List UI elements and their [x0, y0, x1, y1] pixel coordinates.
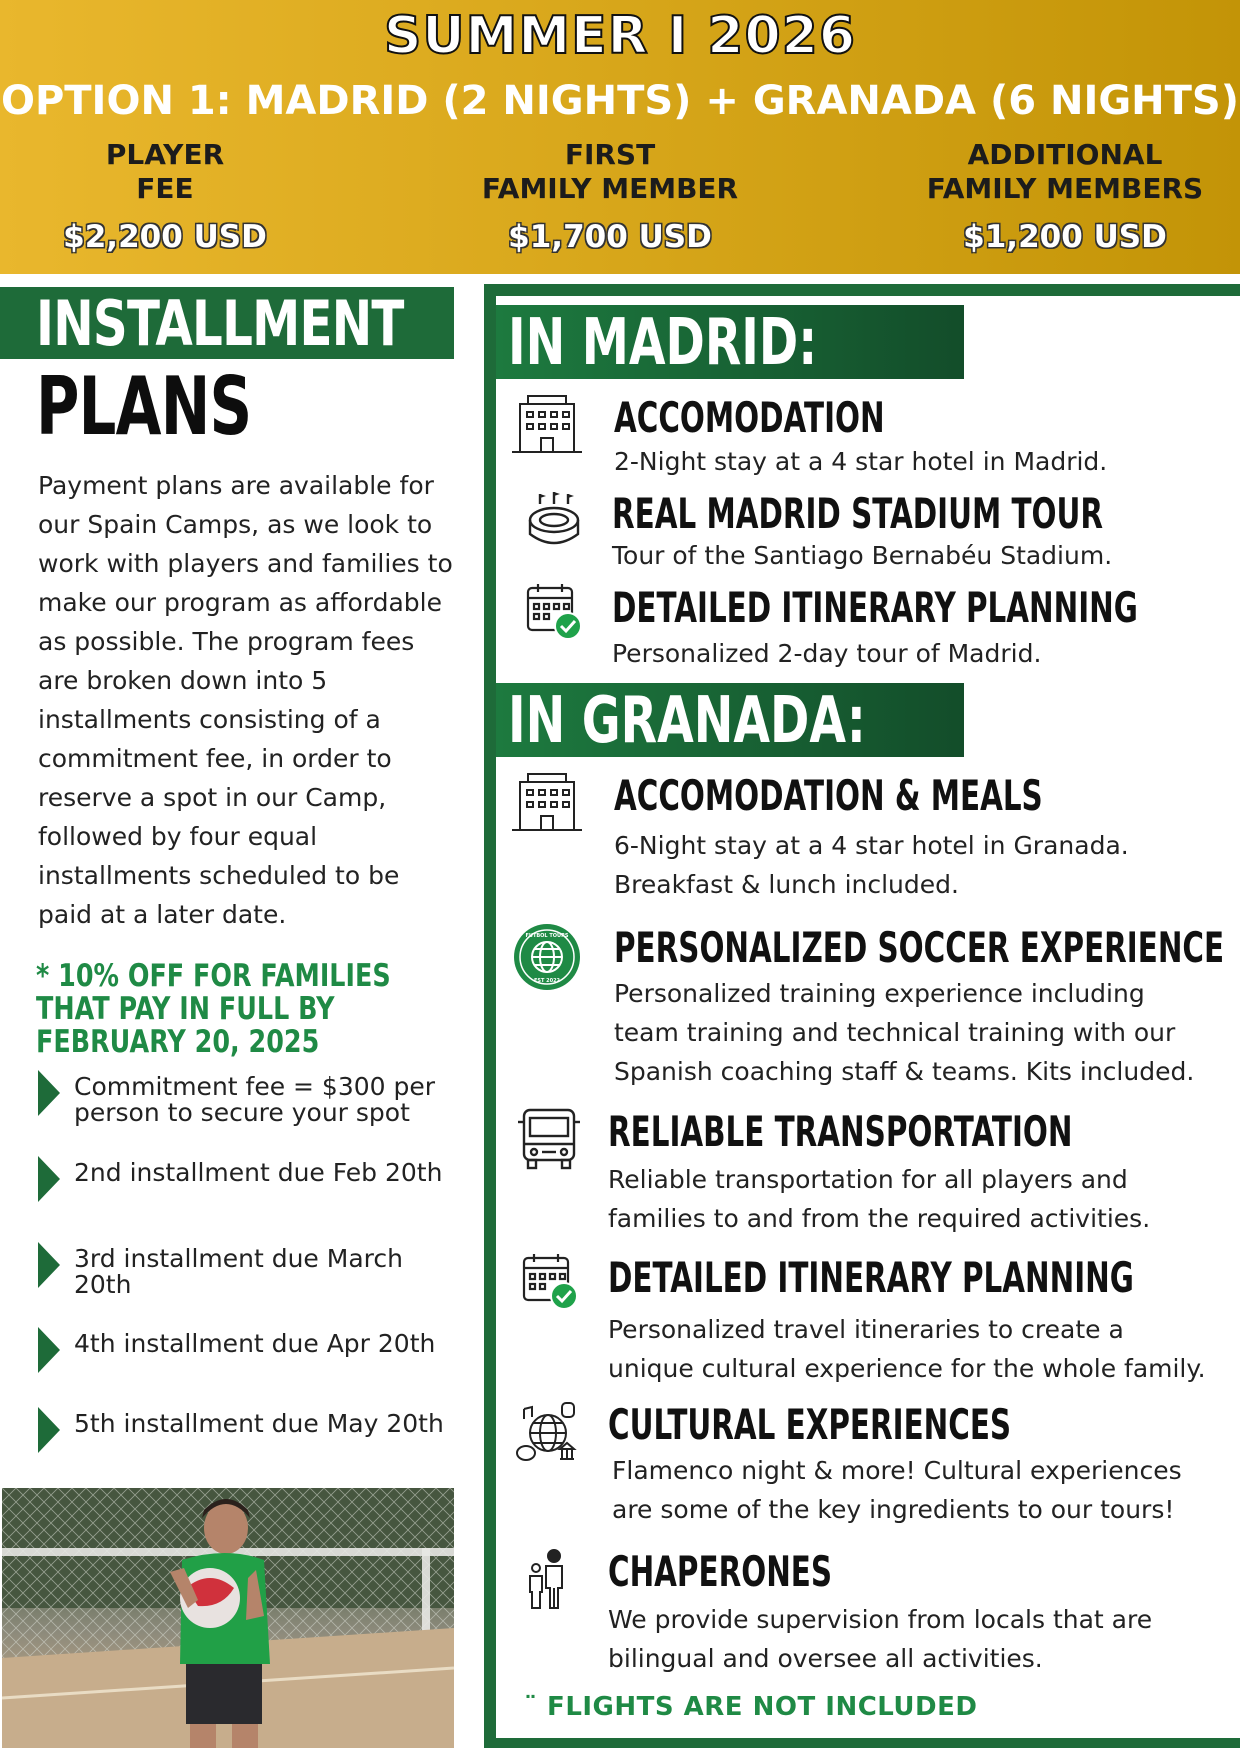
frame-left-border [484, 284, 496, 1748]
feature-granada-accommodation [510, 772, 1230, 902]
triangle-bullet-icon [38, 1242, 60, 1288]
feature-description: Personalized 2-day tour of Madrid. [612, 639, 1042, 668]
installment-text: 4th installment due Apr 20th [74, 1329, 436, 1358]
installment-text: 3rd installment due March 20th [74, 1244, 403, 1299]
feature-title: ACCOMODATION & MEALS [614, 771, 1043, 820]
feature-cultural-experiences [510, 1401, 1230, 1531]
fee-label: FIRST FAMILY MEMBER [481, 138, 739, 205]
feature-description: 6-Night stay at a 4 star hotel in Granada. Breakfast & lunch included. [614, 831, 1129, 899]
feature-description: Flamenco night & more! Cultural experiences are some of the key ingredients to our tours! [612, 1456, 1182, 1524]
soccer-player-image [2, 1488, 454, 1748]
triangle-bullet-icon [38, 1070, 60, 1116]
feature-title: REAL MADRID STADIUM TOUR [612, 489, 1104, 538]
list-item [36, 1240, 456, 1299]
madrid-heading: IN MADRID: [508, 306, 818, 380]
triangle-bullet-icon [38, 1327, 60, 1373]
installment-text: 2nd installment due Feb 20th [74, 1158, 443, 1187]
installment-text: 5th installment due May 20th [74, 1409, 444, 1438]
granada-heading: IN GRANADA: [508, 684, 866, 758]
feature-chaperones [510, 1548, 1230, 1678]
plans-heading: PLANS [36, 360, 252, 453]
chaperone-icon [510, 1548, 584, 1612]
installment-text: Commitment fee = $300 per person to secure your spot [74, 1072, 436, 1127]
stadium-icon [510, 490, 584, 554]
installment-intro: Payment plans are available for our Spain Camps, as we look to work with players and families to make our program as affordable as possible. The program fees are broken down into 5 installments consisting of a commitment fee, in order to reserve a spot in our Camp, followed by four equal installments scheduled to be paid at a later date. [38, 471, 453, 929]
feature-title: DETAILED ITINERARY PLANNING [608, 1253, 1134, 1302]
fee-price: $2,200 USD [63, 219, 267, 255]
feature-madrid-itinerary [510, 584, 1230, 674]
feature-title: RELIABLE TRANSPORTATION [608, 1107, 1073, 1156]
calendar-check-icon [510, 1254, 584, 1318]
feature-madrid-accommodation [510, 394, 1230, 484]
granada-banner [496, 683, 964, 757]
frame-bottom-border [484, 1738, 1240, 1748]
list-item [36, 1325, 456, 1375]
feature-transportation [510, 1108, 1230, 1238]
madrid-banner [496, 305, 964, 379]
fee-player [30, 138, 300, 256]
installment-banner [0, 287, 454, 359]
feature-title: CHAPERONES [608, 1547, 833, 1596]
hotel-icon [510, 394, 584, 458]
feature-stadium-tour [510, 490, 1230, 580]
hotel-icon [510, 772, 584, 836]
badge-top-text: FUTBOL TOURS [525, 933, 569, 939]
list-item [36, 1154, 456, 1204]
feature-description: We provide supervision from locals that are bilingual and oversee all activities. [608, 1605, 1153, 1673]
feature-title: CULTURAL EXPERIENCES [608, 1400, 1012, 1449]
calendar-check-icon [510, 584, 584, 648]
triangle-bullet-icon [38, 1407, 60, 1453]
bus-icon [510, 1108, 584, 1172]
badge-bottom-text: EST 2022 [533, 978, 561, 984]
feature-title: ACCOMODATION [614, 393, 885, 442]
flights-disclaimer: ¨ FLIGHTS ARE NOT INCLUDED [524, 1692, 978, 1722]
feature-description: 2-Night stay at a 4 star hotel in Madrid. [614, 447, 1108, 476]
frame-top-border [484, 284, 1240, 296]
triangle-bullet-icon [38, 1156, 60, 1202]
fee-price: $1,200 USD [963, 219, 1167, 255]
list-item [36, 1068, 456, 1127]
feature-description: Reliable transportation for all players and families to and from the required activities. [608, 1165, 1151, 1233]
feature-title: DETAILED ITINERARY PLANNING [612, 583, 1138, 632]
fee-first-family [465, 138, 755, 256]
page-title: SUMMER I 2026 [383, 6, 856, 66]
fee-price: $1,700 USD [508, 219, 712, 255]
feature-description: Personalized travel itineraries to create a unique cultural experience for the whole family. [608, 1315, 1206, 1383]
globe-badge-icon [510, 920, 584, 994]
feature-granada-itinerary [510, 1254, 1230, 1384]
feature-description: Personalized training experience including team training and technical training with our Spanish coaching staff & teams. Kits included. [614, 979, 1195, 1086]
fee-label: ADDITIONAL FAMILY MEMBERS [926, 138, 1204, 205]
list-item [36, 1405, 456, 1455]
feature-soccer-experience [510, 920, 1230, 1090]
option-subtitle: OPTION 1: MADRID (2 NIGHTS) + GRANADA (6 NIGHTS) [0, 78, 1240, 124]
fee-label: PLAYER FEE [105, 138, 225, 205]
player-photo [2, 1488, 454, 1748]
fee-additional-family [905, 138, 1225, 256]
culture-globe-icon [510, 1401, 584, 1465]
feature-description: Tour of the Santiago Bernabéu Stadium. [612, 541, 1113, 570]
feature-title: PERSONALIZED SOCCER EXPERIENCE [614, 923, 1225, 972]
discount-note: * 10% OFF FOR FAMILIES THAT PAY IN FULL BY FEBRUARY 20, 2025 [36, 958, 391, 1060]
installment-heading: INSTALLMENT [36, 287, 404, 360]
header-banner [0, 0, 1240, 274]
